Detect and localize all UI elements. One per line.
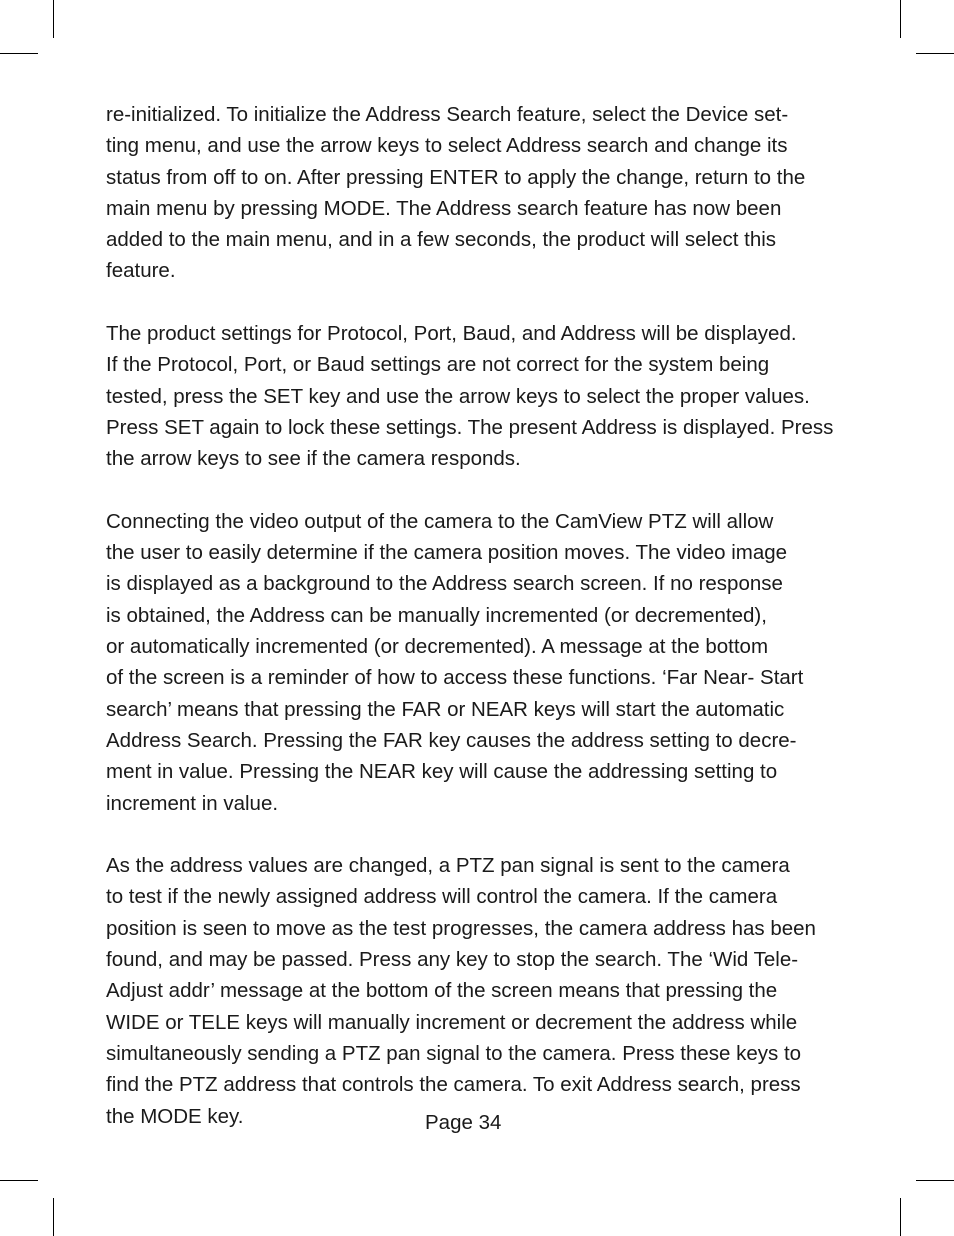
- text-line: found, and may be passed. Press any key to stop the search. The ‘Wid Tele-: [106, 948, 799, 972]
- text-line: WIDE or TELE keys will manually increment or decrement the address while: [106, 1010, 798, 1034]
- page-number: Page 34: [425, 1111, 502, 1134]
- crop-mark-bottom-left-horizontal: [0, 1180, 38, 1181]
- text-line: position is seen to move as the test progresses, the camera address has been: [106, 916, 816, 940]
- paragraph-spacer: [106, 475, 866, 506]
- text-line: re-initialized. To initialize the Address Search feature, select the Device set-: [106, 103, 789, 126]
- text-line: Address Search. Pressing the FAR key causes the address setting to decre-: [106, 728, 797, 752]
- text-line: find the PTZ address that controls the camera. To exit Address search, press: [106, 1073, 801, 1097]
- text-line: added to the main menu, and in a few seconds, the product will select this: [106, 228, 777, 252]
- paragraph-spacer: [106, 287, 866, 318]
- text-line: The product settings for Protocol, Port, Baud, and Address will be displayed.: [106, 322, 797, 346]
- text-line: Press SET again to lock these settings. The present Address is displayed. Press: [106, 415, 834, 439]
- text-line: If the Protocol, Port, or Baud settings are not correct for the system being: [106, 353, 770, 377]
- text-line: feature.: [106, 259, 176, 283]
- crop-mark-top-right-vertical: [900, 0, 901, 38]
- text-line: the user to easily determine if the camera position moves. The video image: [106, 541, 788, 565]
- text-line: of the screen is a reminder of how to access these functions. ‘Far Near- Start: [106, 666, 804, 690]
- text-line: main menu by pressing MODE. The Address search feature has now been: [106, 196, 782, 220]
- crop-mark-top-left-horizontal: [0, 53, 38, 54]
- text-line: increment in value.: [106, 791, 279, 815]
- paragraph-product-settings: [106, 318, 866, 474]
- crop-mark-bottom-right-horizontal: [916, 1180, 954, 1181]
- crop-mark-bottom-right-vertical: [900, 1198, 901, 1236]
- crop-mark-top-right-horizontal: [916, 53, 954, 54]
- text-line: Connecting the video output of the camera to the CamView PTZ will allow: [106, 509, 774, 533]
- paragraph-address-values: [106, 850, 866, 1132]
- text-line: ment in value. Pressing the NEAR key will cause the addressing setting to: [106, 760, 778, 784]
- text-line: the arrow keys to see if the camera responds.: [106, 447, 521, 471]
- paragraph-spacer: [106, 819, 866, 850]
- text-line: As the address values are changed, a PTZ pan signal is sent to the camera: [106, 854, 790, 878]
- text-line: status from off to on. After pressing ENTER to apply the change, return to the: [106, 165, 806, 189]
- text-line: ting menu, and use the arrow keys to select Address search and change its: [106, 134, 788, 158]
- text-line: tested, press the SET key and use the arrow keys to select the proper values.: [106, 384, 810, 408]
- body-text: [106, 99, 866, 1132]
- text-line: is displayed as a background to the Address search screen. If no response: [106, 572, 783, 596]
- text-line: search’ means that pressing the FAR or NEAR keys will start the automatic: [106, 697, 785, 721]
- text-line: Adjust addr’ message at the bottom of the screen means that pressing the: [106, 979, 778, 1003]
- paragraph-address-search-init: [106, 99, 866, 287]
- text-line: is obtained, the Address can be manually incremented (or decremented),: [106, 603, 767, 627]
- text-line: or automatically incremented (or decremented). A message at the bottom: [106, 635, 769, 659]
- text-line: the MODE key.: [106, 1104, 244, 1128]
- paragraph-video-output: [106, 506, 866, 819]
- text-line: simultaneously sending a PTZ pan signal to the camera. Press these keys to: [106, 1041, 802, 1065]
- crop-mark-bottom-left-vertical: [53, 1198, 54, 1236]
- text-line: to test if the newly assigned address will control the camera. If the camera: [106, 885, 778, 909]
- crop-mark-top-left-vertical: [53, 0, 54, 38]
